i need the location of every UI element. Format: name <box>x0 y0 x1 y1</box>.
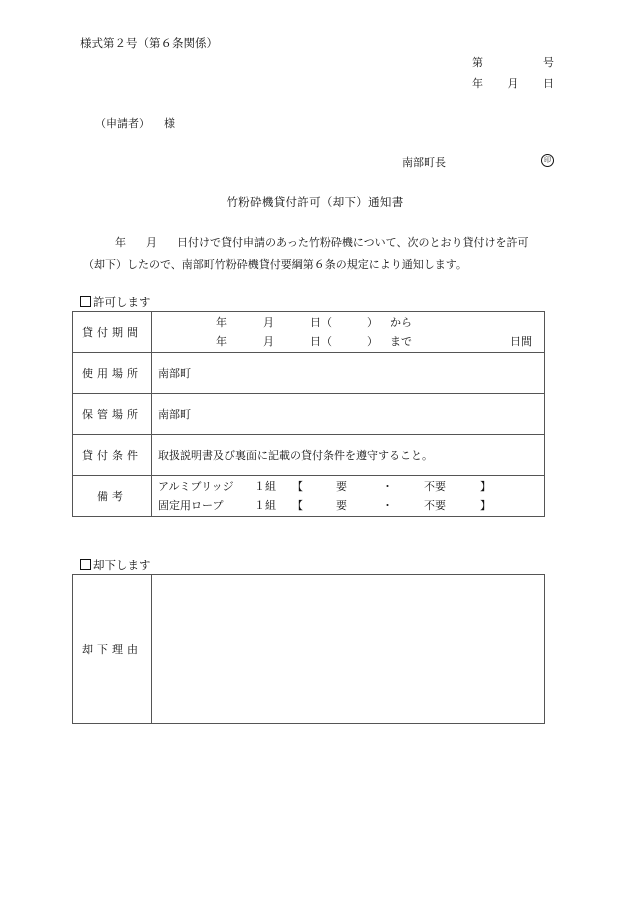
period-end-month: 月 <box>263 335 274 348</box>
period-start-month: 月 <box>263 316 274 329</box>
approve-checkbox[interactable] <box>80 296 91 307</box>
period-end-close: ） <box>367 335 378 348</box>
period-from: から <box>390 316 412 329</box>
reject-checkbox[interactable] <box>80 559 91 570</box>
body-year: 年 <box>115 236 126 249</box>
conditions-row <box>73 435 545 476</box>
remarks-row <box>73 476 545 517</box>
period-start-year: 年 <box>216 316 227 329</box>
doc-number-suffix: 号 <box>543 56 554 69</box>
remarks-value <box>152 476 545 517</box>
storage-value: 南部町 <box>152 394 545 435</box>
remark-item-dot: ・ <box>382 499 393 512</box>
remark-item-need[interactable]: 要 <box>336 499 347 512</box>
document-title: 竹粉砕機貸付許可（却下）通知書 <box>226 195 404 209</box>
period-start-day: 日（ <box>310 316 332 329</box>
period-label: 貸付期間 <box>73 312 152 353</box>
date-day: 日 <box>543 77 554 90</box>
storage-row <box>73 394 545 435</box>
conditions-label: 貸付条件 <box>73 435 152 476</box>
rejection-reason-row <box>73 575 545 724</box>
period-row <box>73 312 545 353</box>
period-end-line <box>158 332 544 351</box>
remark-item-open: 【 <box>292 499 303 512</box>
remark-item-close: 】 <box>480 480 491 493</box>
seal-mark: 印 <box>541 154 554 167</box>
body-month: 月 <box>146 236 157 249</box>
approval-table <box>72 311 545 517</box>
rejection-reason-field[interactable] <box>152 575 545 724</box>
body-paragraph-line2: （却下）したので、南部町竹粉砕機貸付要綱第６条の規定により通知します。 <box>83 258 467 271</box>
period-until: まで <box>390 335 412 348</box>
period-days: 日間 <box>510 335 532 348</box>
period-start-line <box>158 313 544 332</box>
remark-item-name: 固定用ロープ <box>158 499 224 512</box>
remark-item-close: 】 <box>480 499 491 512</box>
rejection-reason-label: 却下理由 <box>73 575 152 724</box>
remark-item-no-need[interactable]: 不要 <box>424 499 446 512</box>
remark-item-need[interactable]: 要 <box>336 480 347 493</box>
reject-checkbox-row[interactable] <box>80 557 151 573</box>
reject-checkbox-label: 却下します <box>93 558 151 572</box>
period-end-day: 日（ <box>310 335 332 348</box>
place-row <box>73 353 545 394</box>
document-date <box>472 75 554 91</box>
applicant-line <box>95 115 175 131</box>
period-value <box>152 312 545 353</box>
body-paragraph-line1 <box>83 234 553 250</box>
conditions-value: 取扱説明書及び裏面に記載の貸付条件を遵守すること。 <box>152 435 545 476</box>
remark-item-dot: ・ <box>382 480 393 493</box>
form-number: 様式第２号（第６条関係） <box>80 36 218 50</box>
place-label: 使用場所 <box>73 353 152 394</box>
date-year: 年 <box>472 77 483 90</box>
approve-checkbox-label: 許可します <box>93 295 151 309</box>
remark-item-no-need[interactable]: 不要 <box>424 480 446 493</box>
applicant-honorific: 様 <box>164 117 175 130</box>
remark-item-qty: １組 <box>254 480 276 493</box>
approve-checkbox-row[interactable] <box>80 294 151 310</box>
applicant-label: （申請者） <box>95 117 150 130</box>
rejection-table <box>72 574 545 724</box>
period-end-year: 年 <box>216 335 227 348</box>
remark-item <box>158 477 544 496</box>
storage-label: 保管場所 <box>73 394 152 435</box>
remark-item-name: アルミブリッジ <box>158 480 234 493</box>
period-start-close: ） <box>367 316 378 329</box>
remarks-label: 備考 <box>73 476 152 517</box>
issuer-line <box>402 154 554 170</box>
date-month: 月 <box>507 77 519 90</box>
remark-item-open: 【 <box>292 480 303 493</box>
doc-number-prefix: 第 <box>472 56 483 69</box>
place-value: 南部町 <box>152 353 545 394</box>
remark-item-qty: １組 <box>254 499 276 512</box>
remark-item <box>158 496 544 515</box>
issuer-title: 南部町長 <box>402 156 446 169</box>
body-text-rest: 日付けで貸付申請のあった竹粉砕機について、次のとおり貸付けを許可 <box>177 236 529 249</box>
document-number <box>472 54 554 70</box>
